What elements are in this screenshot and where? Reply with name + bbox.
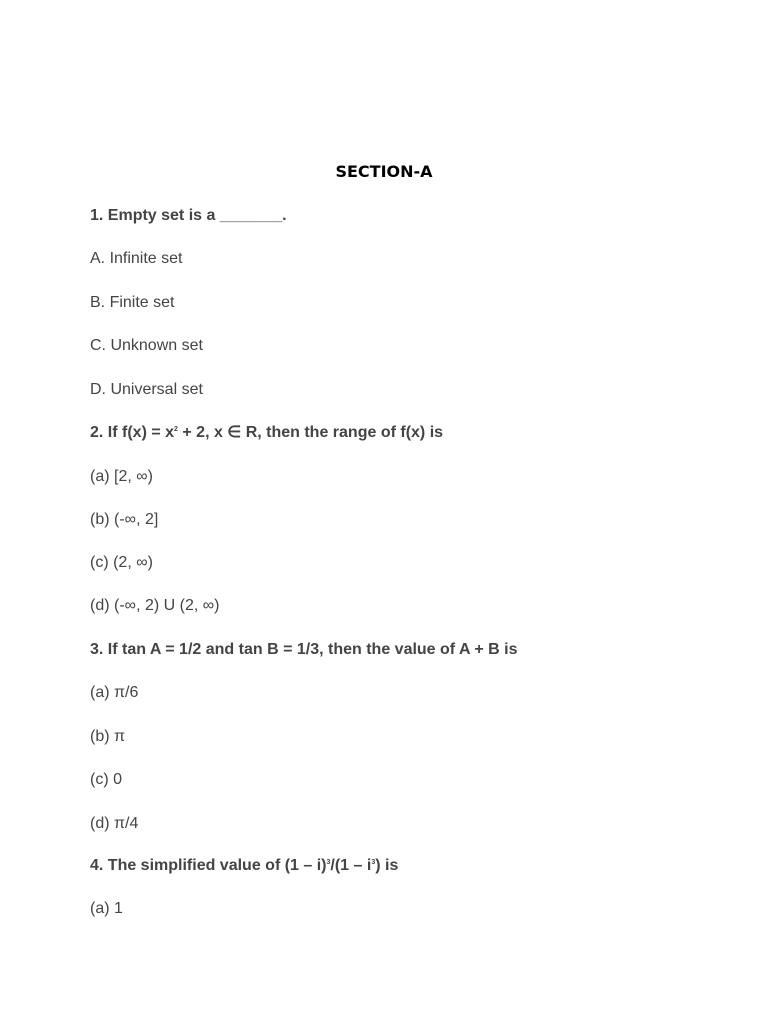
- question-1-option-a: A. Infinite set: [90, 250, 183, 267]
- question-2-option-d: (d) (-∞, 2) U (2, ∞): [90, 597, 220, 614]
- question-2-text-start: 2. If f(x) = x: [90, 424, 175, 441]
- question-4-text-end: ) is: [375, 857, 399, 874]
- question-2: [90, 423, 443, 443]
- question-1-option-c: C. Unknown set: [90, 337, 203, 354]
- question-3-option-b: (b) π: [90, 728, 126, 745]
- question-4-exponent-2: 3: [371, 859, 376, 866]
- section-title: SECTION-A: [335, 162, 433, 181]
- question-2-text-end: + 2, x ∈ R, then the range of f(x) is: [177, 424, 444, 441]
- question-2-exponent: 2: [174, 426, 178, 433]
- question-3-option-a: (a) π/6: [90, 684, 139, 701]
- question-2-option-b: (b) (-∞, 2]: [90, 511, 159, 528]
- question-4-option-a: (a) 1: [90, 900, 123, 917]
- question-2-option-c: (c) (2, ∞): [90, 554, 153, 571]
- question-3-option-d: (d) π/4: [90, 815, 139, 832]
- question-4-text-middle: /(1 – i: [330, 857, 372, 874]
- question-3: 3. If tan A = 1/2 and tan B = 1/3, then the value of A + B is: [90, 641, 518, 658]
- question-4-text-start: 4. The simplified value of (1 – i): [90, 857, 327, 874]
- question-1-option-b: B. Finite set: [90, 294, 175, 311]
- question-3-option-c: (c) 0: [90, 771, 122, 788]
- question-1-option-d: D. Universal set: [90, 381, 203, 398]
- question-2-option-a: (a) [2, ∞): [90, 468, 153, 485]
- question-4: [90, 856, 398, 876]
- question-4-exponent-1: 3: [326, 859, 331, 866]
- question-1: 1. Empty set is a _______.: [90, 207, 287, 224]
